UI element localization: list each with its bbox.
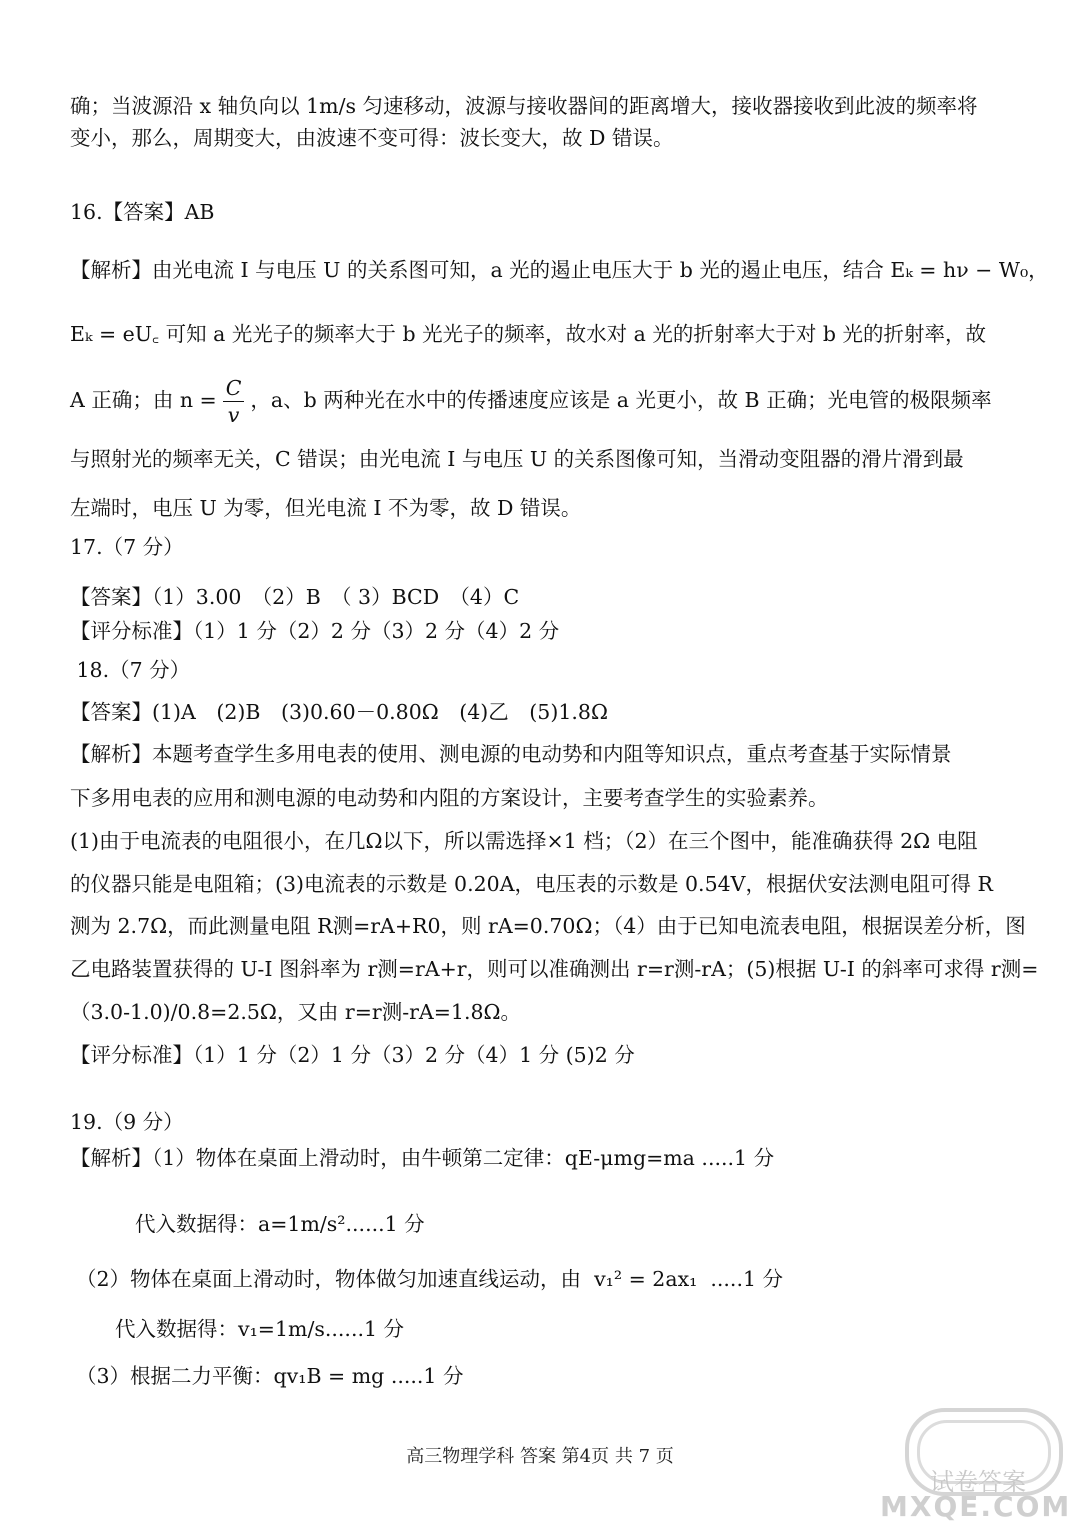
question-17-scoring: 【评分标准】（1）1 分（2）2 分（3）2 分（4）2 分 (70, 619, 560, 643)
text-line: 下多用电表的应用和测电源的电动势和内阻的方案设计，主要考查学生的实验素养。 (70, 786, 829, 810)
text-line: 代入数据得：v₁=1m/s......1 分 (115, 1317, 405, 1341)
question-18-scoring: 【评分标准】（1）1 分（2）1 分（3）2 分（4）1 分 (5)2 分 (70, 1043, 635, 1067)
text-line: （2）物体在桌面上滑动时，物体做匀加速直线运动，由 v₁² = 2ax₁ .....1 分 (76, 1267, 784, 1291)
question-18-heading: 18.（7 分） (70, 658, 191, 682)
text-line: （3）根据二力平衡：qv₁B = mg .....1 分 (76, 1364, 464, 1388)
text-line: 确；当波源沿 x 轴负向以 1m/s 匀速移动，波源与接收器间的距离增大，接收器接收到此波的频率将 (70, 94, 978, 118)
text-line: （3.0-1.0)/0.8=2.5Ω，又由 r=r测-rA=1.8Ω。 (70, 1000, 522, 1024)
text-line: 【解析】由光电流 I 与电压 U 的关系图可知，a 光的遏止电压大于 b 光的遏止电压，结合 Eₖ = hν − W₀， (70, 258, 1049, 282)
text-line: Eₖ = eU꜀ 可知 a 光光子的频率大于 b 光光子的频率，故水对 a 光的折射率大于对 b 光的折射率，故 (70, 322, 986, 346)
question-17-answer: 【答案】（1）3.00 （2）B （ 3）BCD （4）C (70, 585, 520, 609)
text-line: 【解析】（1）物体在桌面上滑动时，由牛顿第二定律：qE-μmg=ma .....1 分 (70, 1146, 775, 1170)
text-line: 测为 2.7Ω，而此测量电阻 R测=rA+R0，则 rA=0.70Ω；（4）由于已知电流表电阻，根据误差分析，图 (70, 914, 1026, 938)
question-16-answer: 16.【答案】AB (70, 200, 215, 224)
watermark-url: MXQE.COM (880, 1490, 1072, 1523)
text-line: 【解析】本题考查学生多用电表的使用、测电源的电动势和内阻等知识点，重点考查基于实际情景 (70, 742, 952, 766)
text-line: (1)由于电流表的电阻很小，在几Ω以下，所以需选择×1 档；（2）在三个图中，能准确获得 2Ω 电阻 (70, 829, 978, 853)
question-17-heading: 17.（7 分） (70, 535, 184, 559)
question-19-heading: 19.（9 分） (70, 1110, 184, 1134)
question-18-answer: 【答案】(1)A (2)B (3)0.60－0.80Ω (4)乙 (5)1.8Ω (70, 700, 608, 724)
text-line: 与照射光的频率无关，C 错误；由光电流 I 与电压 U 的关系图像可知，当滑动变阻器的滑片滑到最 (70, 447, 964, 471)
watermark-text: 试卷答案 (930, 1468, 1026, 1496)
page-footer: 高三物理学科 答案 第4页 共 7 页 (406, 1446, 674, 1467)
text-line: 乙电路装置获得的 U-I 图斜率为 r测=rA+r，则可以准确测出 r=r测-rA；(5)根据 U-I 的斜率可求得 r测= (70, 957, 1039, 981)
text-line: 代入数据得：a=1m/s²......1 分 (135, 1212, 425, 1236)
text-line: 变小，那么，周期变大，由波速不变可得：波长变大，故 D 错误。 (70, 126, 674, 150)
text-line: 左端时，电压 U 为零，但光电流 I 不为零，故 D 错误。 (70, 496, 582, 520)
text-line-with-fraction: A 正确；由 n = $\frac{C}{v}$ ，a、b 两种光在水中的传播速度应该是 a 光更小，故 B 正确；光电管的极限频率 (70, 376, 992, 427)
text-line: 的仪器只能是电阻箱；(3)电流表的示数是 0.20A，电压表的示数是 0.54V，根据伏安法测电阻可得 R (70, 872, 993, 896)
fraction-c-over-v: $\frac{C}{v}$ (223, 375, 245, 428)
